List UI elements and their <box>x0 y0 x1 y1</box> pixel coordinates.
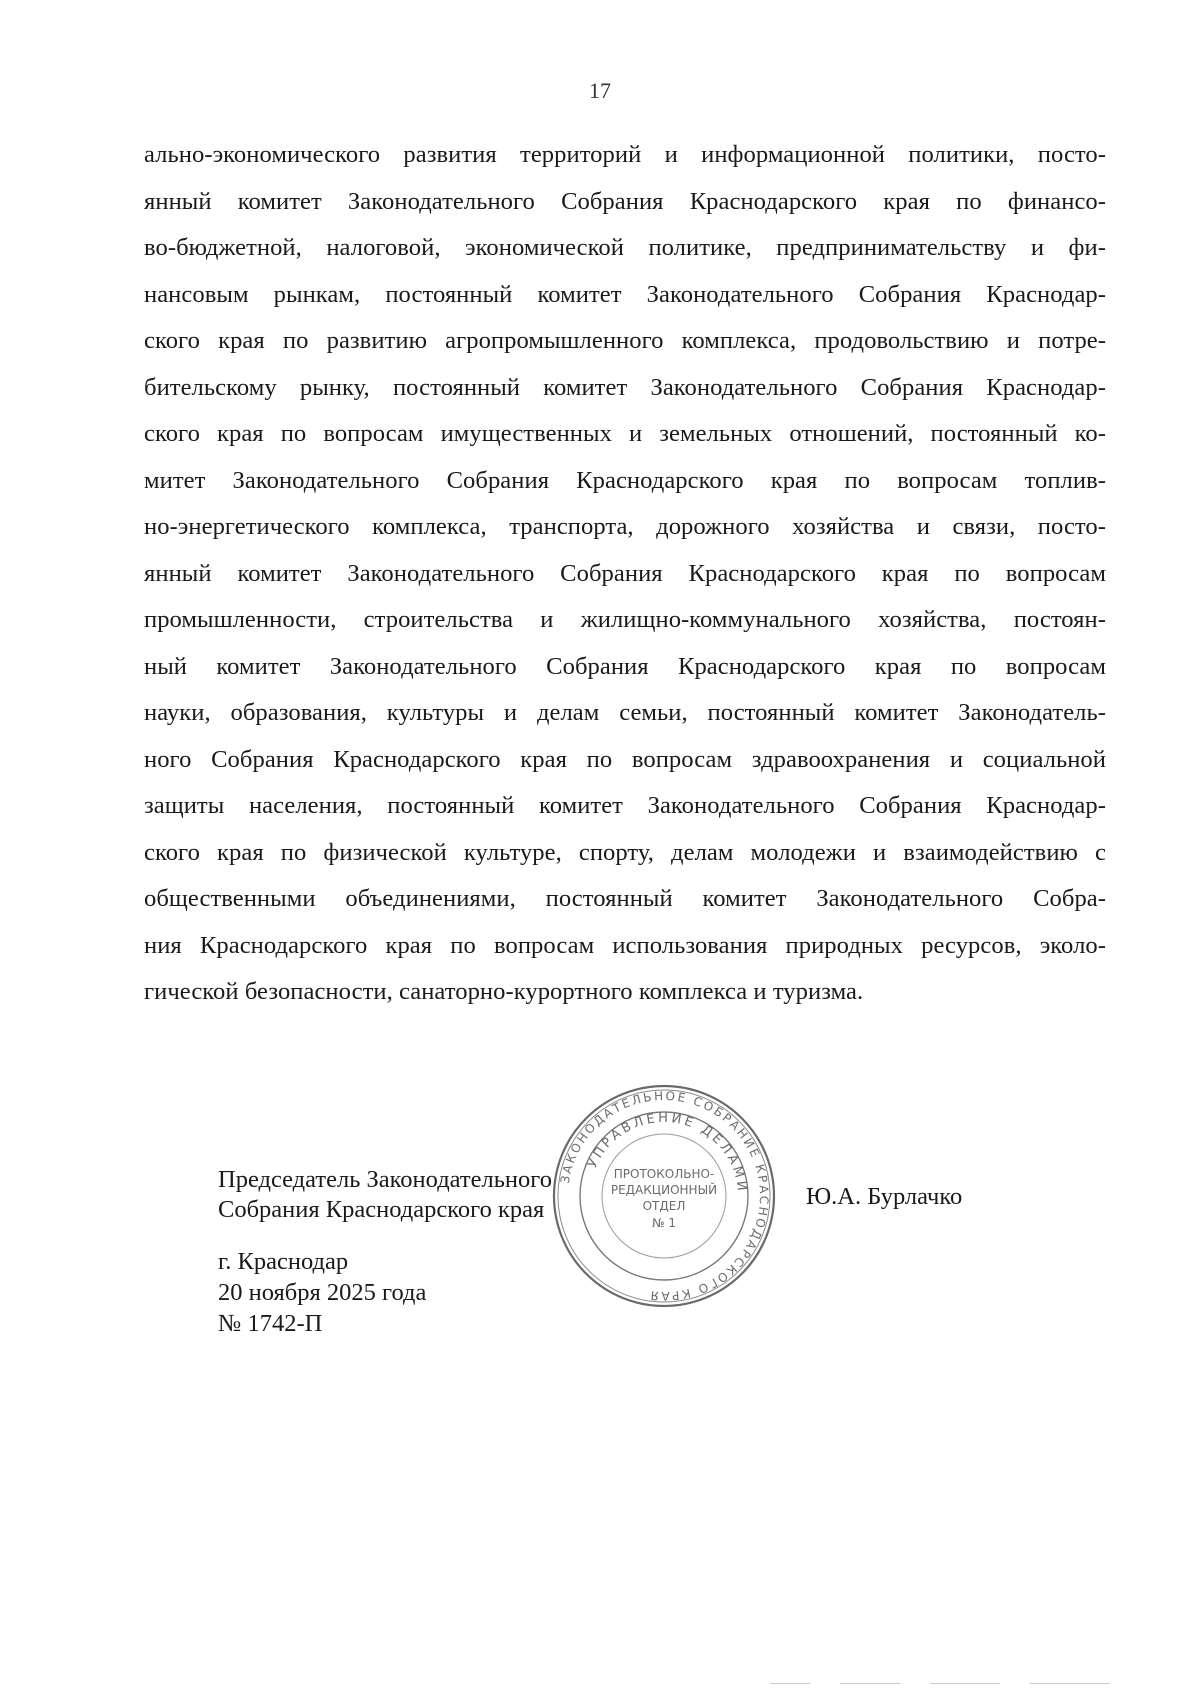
body-line: янный комитет Законодательного Собрания Краснодарского края по финансо- <box>144 187 1106 215</box>
body-line: защиты населения, постоянный комитет Законодательного Собрания Краснодар- <box>144 792 1106 819</box>
signatory-title-line: Собрания Краснодарского края <box>218 1196 545 1223</box>
stamp-center-line: ПРОТОКОЛЬНО- <box>613 1167 715 1181</box>
body-line: во-бюджетной, налоговой, экономической политике, предпринимательству и фи- <box>144 234 1106 261</box>
signatory-name: Ю.А. Бурлачко <box>806 1183 963 1210</box>
stamp-inner-text: УПРАВЛЕНИЕ ДЕЛАМИ <box>585 1110 750 1195</box>
body-line: нансовым рынкам, постоянный комитет Законодательного Собрания Краснодар- <box>144 280 1106 308</box>
body-line: ного Собрания Краснодарского края по вопросам здравоохранения и социальной <box>144 745 1106 773</box>
city: г. Краснодар <box>218 1248 349 1275</box>
scan-artifact <box>840 1683 900 1684</box>
stamp-center-line: ОТДЕЛ <box>642 1199 686 1213</box>
body-line: но-энергетического комплекса, транспорта, дорожного хозяйства и связи, посто- <box>144 513 1106 540</box>
body-line: митет Законодательного Собрания Краснодарского края по вопросам топлив- <box>144 466 1106 494</box>
stamp-center-line: РЕДАКЦИОННЫЙ <box>610 1183 718 1197</box>
place-date-block <box>218 1246 426 1339</box>
stamp-center-line: № 1 <box>652 1216 676 1230</box>
body-line: янный комитет Законодательного Собрания Краснодарского края по вопросам <box>144 559 1106 587</box>
official-stamp <box>548 1080 780 1312</box>
stamp-outer-text: ЗАКОНОДАТЕЛЬНОЕ СОБРАНИЕ КРАСНОДАРСКОГО КРАЯ <box>557 1088 772 1304</box>
page-number: 17 <box>589 78 611 103</box>
document-date: 20 ноября 2025 года <box>218 1279 427 1306</box>
document-body <box>144 132 1106 1016</box>
scan-artifact <box>770 1683 810 1684</box>
body-line: бительскому рынку, постоянный комитет Законодательного Собрания Краснодар- <box>144 373 1106 401</box>
signatory-title <box>218 1165 552 1225</box>
body-line: ского края по вопросам имущественных и земельных отношений, постоянный ко- <box>144 420 1106 447</box>
signatory-title-line: Председатель Законодательного <box>218 1166 552 1193</box>
body-line: промышленности, строительства и жилищно-коммунального хозяйства, постоян- <box>144 606 1106 633</box>
body-line: ского края по физической культуре, спорту, делам молодежи и взаимодействию с <box>144 838 1106 866</box>
scan-artifact <box>1030 1683 1110 1684</box>
body-line: гической безопасности, санаторно-курортного комплекса и туризма. <box>144 978 864 1005</box>
body-line: науки, образования, культуры и делам семьи, постоянный комитет Законодатель- <box>144 699 1106 726</box>
body-line: ского края по развитию агропромышленного комплекса, продовольствию и потре- <box>144 327 1106 354</box>
body-line: ный комитет Законодательного Собрания Краснодарского края по вопросам <box>144 652 1106 680</box>
body-line: общественными объединениями, постоянный комитет Законодательного Собра- <box>144 885 1106 912</box>
body-line: ния Краснодарского края по вопросам использования природных ресурсов, эколо- <box>144 931 1106 959</box>
body-line: ально-экономического развития территорий и информационной политики, посто- <box>144 141 1106 168</box>
scan-artifact <box>930 1683 1000 1684</box>
document-number: № 1742-П <box>218 1310 323 1337</box>
